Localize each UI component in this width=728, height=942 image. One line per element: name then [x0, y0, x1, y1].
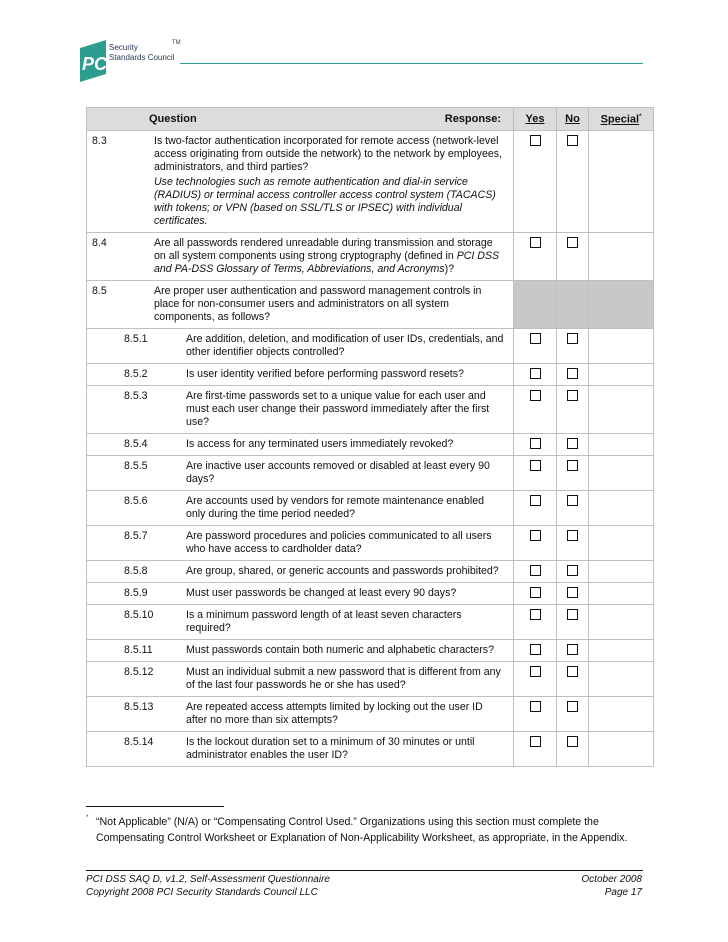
- no-cell: [557, 561, 589, 583]
- question-text: Are repeated access attempts limited by locking out the user ID after no more than six attempts?: [186, 701, 483, 726]
- table-row: [87, 662, 654, 697]
- no-checkbox[interactable]: [567, 333, 578, 344]
- yes-checkbox[interactable]: [530, 666, 541, 677]
- yes-cell: [514, 583, 557, 605]
- footer-date: October 2008: [581, 874, 642, 885]
- question-text: Is user identity verified before performing password resets?: [186, 368, 464, 380]
- special-cell[interactable]: [589, 561, 654, 583]
- special-cell[interactable]: [589, 434, 654, 456]
- special-cell[interactable]: [589, 526, 654, 561]
- yes-checkbox[interactable]: [530, 135, 541, 146]
- table-row: [87, 131, 654, 233]
- glossary-reference: PCI DSS and PA-DSS Glossary of Terms, Abbreviations, and Acronyms: [154, 250, 500, 275]
- requirement-number: 8.5.9: [124, 587, 148, 599]
- no-cell: [557, 605, 589, 640]
- yes-cell: [514, 386, 557, 434]
- no-checkbox[interactable]: [567, 644, 578, 655]
- questionnaire-table: [86, 107, 654, 767]
- table-row: [87, 456, 654, 491]
- yes-checkbox[interactable]: [530, 587, 541, 598]
- question-cell: [87, 364, 514, 386]
- question-text: Are accounts used by vendors for remote maintenance enabled only during the time period needed?: [186, 495, 484, 520]
- footer-rule: [86, 870, 643, 871]
- requirement-number: 8.5.5: [124, 460, 148, 472]
- logo-mark: PCI: [82, 54, 113, 74]
- special-cell[interactable]: [589, 605, 654, 640]
- special-cell[interactable]: [589, 583, 654, 605]
- no-checkbox[interactable]: [567, 701, 578, 712]
- yes-checkbox[interactable]: [530, 530, 541, 541]
- no-checkbox[interactable]: [567, 237, 578, 248]
- header-response: Response:: [444, 112, 501, 125]
- table-row: [87, 329, 654, 364]
- question-cell: [87, 386, 514, 434]
- no-cell: [557, 732, 589, 767]
- table-row: [87, 434, 654, 456]
- no-cell: [557, 131, 589, 233]
- table-row: [87, 732, 654, 767]
- table-row: [87, 386, 654, 434]
- footer-page-number: Page 17: [604, 887, 642, 898]
- requirement-number: 8.5.7: [124, 530, 148, 542]
- header-special: Special*: [589, 108, 654, 131]
- question-text: Are proper user authentication and password management controls in place for non-consumer users and administrators on all system components, as follows?: [154, 285, 482, 323]
- no-checkbox[interactable]: [567, 460, 578, 471]
- yes-cell: [514, 233, 557, 281]
- footnote-mark: *: [86, 815, 89, 821]
- requirement-number: 8.5.10: [124, 609, 154, 621]
- no-cell: [557, 364, 589, 386]
- footer-copyright: Copyright 2008 PCI Security Standards Council LLC: [86, 887, 318, 898]
- special-cell[interactable]: [589, 662, 654, 697]
- table-row: [87, 491, 654, 526]
- logo-tm: TM: [172, 40, 181, 46]
- no-checkbox[interactable]: [567, 666, 578, 677]
- requirement-number: 8.5.1: [124, 333, 148, 345]
- yes-cell: [514, 605, 557, 640]
- special-cell-shaded: [589, 281, 654, 329]
- special-cell[interactable]: [589, 640, 654, 662]
- yes-cell: [514, 131, 557, 233]
- requirement-number: 8.5: [92, 285, 107, 297]
- table-row: [87, 697, 654, 732]
- yes-checkbox[interactable]: [530, 644, 541, 655]
- requirement-number: 8.5.4: [124, 438, 148, 450]
- question-cell: [87, 583, 514, 605]
- yes-checkbox[interactable]: [530, 609, 541, 620]
- requirement-number: 8.5.3: [124, 390, 148, 402]
- no-checkbox[interactable]: [567, 736, 578, 747]
- special-cell[interactable]: [589, 364, 654, 386]
- question-cell: [87, 697, 514, 732]
- requirement-number: 8.3: [92, 135, 107, 147]
- requirement-number: 8.5.8: [124, 565, 148, 577]
- question-text: Are inactive user accounts removed or disabled at least every 90 days?: [186, 460, 490, 485]
- yes-cell: [514, 364, 557, 386]
- requirement-number: 8.5.11: [124, 644, 153, 656]
- header-question: Question: [149, 112, 197, 125]
- no-checkbox[interactable]: [567, 135, 578, 146]
- requirement-number: 8.4: [92, 237, 107, 249]
- header-question-response: [87, 108, 514, 131]
- table-header: [87, 108, 654, 131]
- question-text: Is access for any terminated users immediately revoked?: [186, 438, 454, 450]
- yes-cell-shaded: [514, 281, 557, 329]
- question-text: Are password procedures and policies communicated to all users who have access to cardholder data?: [186, 530, 492, 555]
- question-cell: [87, 491, 514, 526]
- yes-cell: [514, 697, 557, 732]
- yes-checkbox[interactable]: [530, 368, 541, 379]
- question-cell: [87, 526, 514, 561]
- yes-checkbox[interactable]: [530, 333, 541, 344]
- special-cell[interactable]: [589, 131, 654, 233]
- requirement-number: 8.5.6: [124, 495, 148, 507]
- requirement-number: 8.5.12: [124, 666, 154, 678]
- no-cell: [557, 329, 589, 364]
- no-checkbox[interactable]: [567, 609, 578, 620]
- footnote-rule: [86, 806, 224, 807]
- yes-checkbox[interactable]: [530, 237, 541, 248]
- no-cell: [557, 583, 589, 605]
- special-cell[interactable]: [589, 386, 654, 434]
- no-checkbox[interactable]: [567, 390, 578, 401]
- special-cell[interactable]: [589, 732, 654, 767]
- yes-checkbox[interactable]: [530, 390, 541, 401]
- yes-checkbox[interactable]: [530, 438, 541, 449]
- question-cell: [87, 640, 514, 662]
- question-cell: [87, 281, 514, 329]
- yes-checkbox[interactable]: [530, 565, 541, 576]
- no-cell: [557, 456, 589, 491]
- no-checkbox[interactable]: [567, 438, 578, 449]
- no-cell: [557, 434, 589, 456]
- yes-checkbox[interactable]: [530, 701, 541, 712]
- yes-cell: [514, 329, 557, 364]
- no-cell: [557, 697, 589, 732]
- no-checkbox[interactable]: [567, 587, 578, 598]
- question-cell: [87, 605, 514, 640]
- footnote-text: “Not Applicable” (N/A) or “Compensating Control Used.” Organizations using this section must complete the Compensating Control Worksheet or Explanation of Non-Applicability Worksheet, as appropriate, in the Appendix.: [96, 816, 628, 844]
- yes-cell: [514, 456, 557, 491]
- guidance-text: Use technologies such as remote authentication and dial-in service (RADIUS) or terminal access controller access control system (TACACS) with tokens; or VPN (based on SSL/TLS or IPSEC) with individual certificates.: [154, 176, 496, 227]
- no-cell-shaded: [557, 281, 589, 329]
- question-text: Must an individual submit a new password that is different from any of the last four passwords he or she has used?: [186, 666, 501, 691]
- requirement-number: 8.5.13: [124, 701, 154, 713]
- footer-doc-title: PCI DSS SAQ D, v1.2, Self-Assessment Questionnaire: [86, 874, 330, 885]
- yes-cell: [514, 732, 557, 767]
- question-text: Is the lockout duration set to a minimum of 30 minutes or until administrator enables the user ID?: [186, 736, 475, 761]
- question-text: Are first-time passwords set to a unique value for each user and must each user change their password immediately after the first use?: [186, 390, 490, 428]
- special-cell[interactable]: [589, 697, 654, 732]
- table-row: [87, 233, 654, 281]
- question-text: Are all passwords rendered unreadable during transmission and storage on all system components using strong cryptography (defined in PCI DSS and PA-DSS Glossary of Terms, Abbreviations, and Acronyms)?: [154, 237, 500, 275]
- yes-checkbox[interactable]: [530, 495, 541, 506]
- special-cell[interactable]: [589, 329, 654, 364]
- table-row: [87, 605, 654, 640]
- requirement-number: 8.5.14: [124, 736, 154, 748]
- header-no: No: [557, 108, 589, 131]
- no-checkbox[interactable]: [567, 565, 578, 576]
- question-cell: [87, 732, 514, 767]
- table-row: [87, 281, 654, 329]
- question-text: Are group, shared, or generic accounts and passwords prohibited?: [186, 565, 499, 577]
- question-text: Is a minimum password length of at least seven characters required?: [186, 609, 462, 634]
- question-cell: [87, 561, 514, 583]
- requirement-number: 8.5.2: [124, 368, 148, 380]
- no-cell: [557, 526, 589, 561]
- yes-cell: [514, 561, 557, 583]
- no-cell: [557, 491, 589, 526]
- yes-cell: [514, 491, 557, 526]
- question-cell: [87, 131, 514, 233]
- footer-left: [86, 873, 330, 899]
- no-cell: [557, 233, 589, 281]
- logo-wordmark: Security Standards Council: [109, 43, 175, 62]
- no-checkbox[interactable]: [567, 368, 578, 379]
- table-row: [87, 583, 654, 605]
- special-cell[interactable]: [589, 491, 654, 526]
- no-cell: [557, 662, 589, 697]
- special-cell[interactable]: [589, 233, 654, 281]
- table-row: [87, 364, 654, 386]
- question-cell: [87, 329, 514, 364]
- table-row: [87, 640, 654, 662]
- no-cell: [557, 386, 589, 434]
- question-text: Must user passwords be changed at least every 90 days?: [186, 587, 457, 599]
- table-row: [87, 526, 654, 561]
- no-checkbox[interactable]: [567, 495, 578, 506]
- question-cell: [87, 233, 514, 281]
- footer-right: [581, 873, 642, 899]
- yes-cell: [514, 640, 557, 662]
- special-cell[interactable]: [589, 456, 654, 491]
- question-text: Are addition, deletion, and modification of user IDs, credentials, and other identifier objects controlled?: [186, 333, 504, 358]
- question-text: Is two-factor authentication incorporated for remote access (network-level access originating from outside the network) to the network by employees, administrators, and third parties?: [154, 135, 503, 173]
- question-text: Must passwords contain both numeric and alphabetic characters?: [186, 644, 494, 656]
- question-cell: [87, 434, 514, 456]
- yes-checkbox[interactable]: [530, 460, 541, 471]
- header-yes: Yes: [514, 108, 557, 131]
- yes-checkbox[interactable]: [530, 736, 541, 747]
- yes-cell: [514, 662, 557, 697]
- yes-cell: [514, 526, 557, 561]
- question-cell: [87, 662, 514, 697]
- question-cell: [87, 456, 514, 491]
- no-checkbox[interactable]: [567, 530, 578, 541]
- table-row: [87, 561, 654, 583]
- yes-cell: [514, 434, 557, 456]
- header-rule: [180, 63, 643, 64]
- no-cell: [557, 640, 589, 662]
